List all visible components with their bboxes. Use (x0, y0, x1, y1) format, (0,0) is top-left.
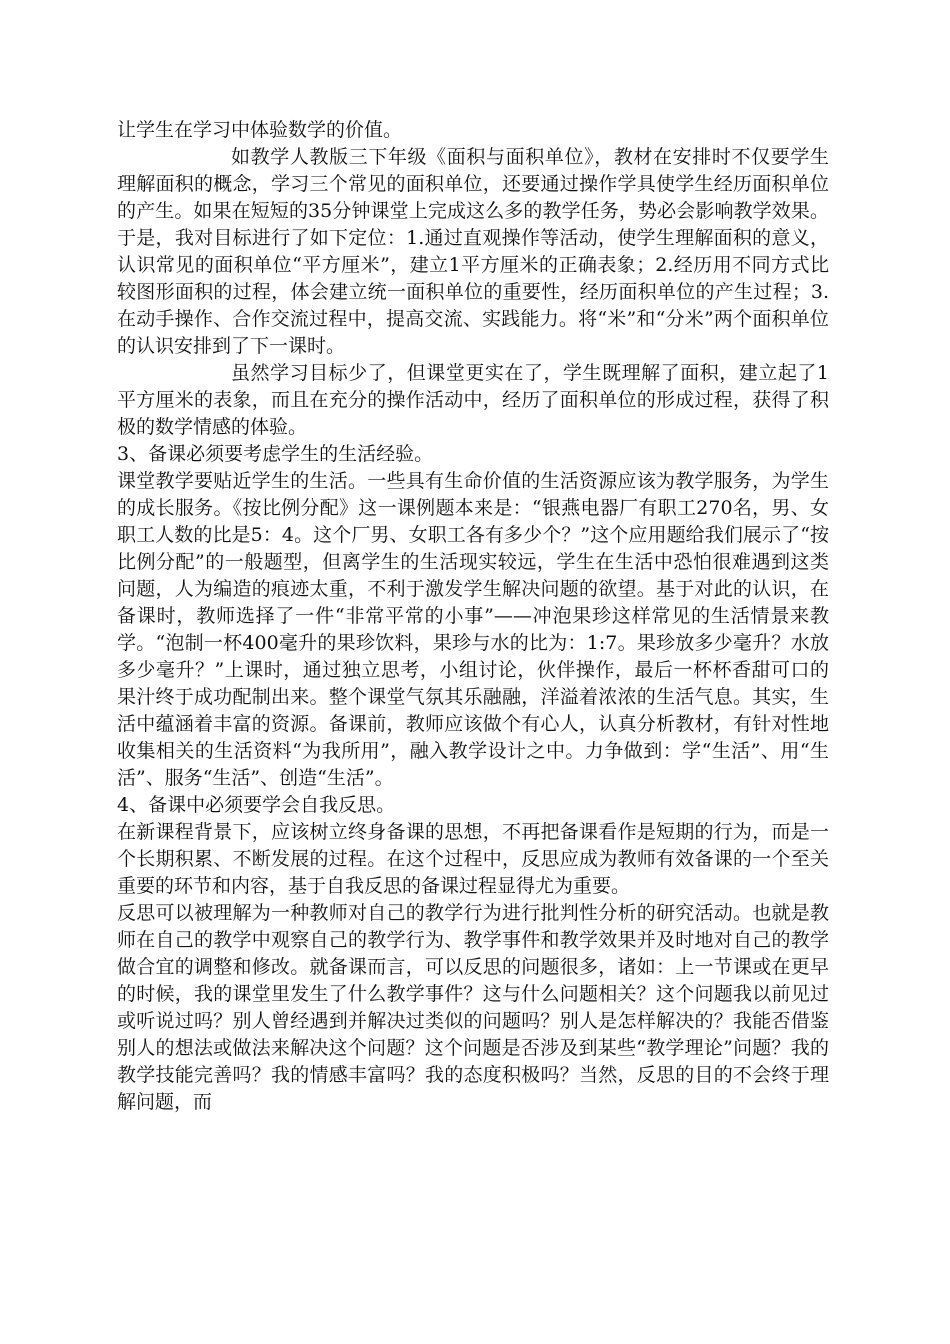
document-body (117, 117, 829, 1116)
paragraph-lifelong-preparation: 在新课程背景下，应该树立终身备课的思想，不再把备课看作是短期的行为，而是一个长期积累、不断发展的过程。在这个过程中，反思应成为教师有效备课的一个至关重要的环节和内容，基于自我反思的备课过程显得尤为重要。 (117, 821, 829, 897)
paragraph-life-experience: 课堂教学要贴近学生的生活。一些具有生命价值的生活资源应该为教学服务，为学生的成长服务。《按比例分配》这一课例题本来是：“银燕电器厂有职工270名，男、女职工人数的比是5：4。这个厂男、女职工各有多少个？”这个应用题给我们展示了“按比例分配”的一般题型，但离学生的生活现实较远，学生在生活中恐怕很难遇到这类问题，人为编造的痕迹太重，不利于激发学生解决问题的欲望。基于对此的认识，在备课时，教师选择了一件“非常平常的小事”——冲泡果珍这样常见的生活情景来教学。“泡制一杯400毫升的果珍饮料，果珍与水的比为：1:7。果珍放多少毫升？水放多少毫升？”上课时，通过独立思考，小组讨论，伙伴操作，最后一杯杯香甜可口的果汁终于成功配制出来。整个课堂气氛其乐融融，洋溢着浓浓的生活气息。其实，生活中蕴涵着丰富的资源。备课前，教师应该做个有心人，认真分析教材，有针对性地收集相关的生活资料“为我所用”，融入教学设计之中。力争做到：学“生活”、用“生活”、服务“生活”、创造“生活”。 (117, 470, 829, 789)
section-heading-3: 3、备课必须要考虑学生的生活经验。 (117, 443, 434, 465)
section-heading-4: 4、备课中必须要学会自我反思。 (117, 794, 396, 816)
paragraph-intro-line: 让学生在学习中体验数学的价值。 (117, 119, 403, 141)
paragraph-area-unit-example: 如教学人教版三下年级《面积与面积单位》，教材在安排时不仅要学生理解面积的概念，学习三个常见的面积单位，还要通过操作学具使学生经历面积单位的产生。如果在短短的35分钟课堂上完成这么多的教学任务，势必会影响教学效果。于是，我对目标进行了如下定位：1.通过直观操作等活动，使学生理解面积的意义，认识常见的面积单位“平方厘米”，建立1平方厘米的正确表象；2.经历用不同方式比较图形面积的过程，体会建立统一面积单位的重要性，经历面积单位的产生过程；3.在动手操作、合作交流过程中，提高交流、实践能力。将“米”和“分米”两个面积单位的认识安排到了下一课时。 (117, 146, 829, 357)
paragraph-reflection: 反思可以被理解为一种教师对自己的教学行为进行批判性分析的研究活动。也就是教师在自己的教学中观察自己的教学行为、教学事件和教学效果并及时地对自己的教学做合宜的调整和修改。就备课而言，可以反思的问题很多，诸如：上一节课或在更早的时候，我的课堂里发生了什么教学事件？这与什么问题相关？这个问题我以前见过或听说过吗？别人曾经遇到并解决过类似的问题吗？别人是怎样解决的？我能否借鉴别人的想法或做法来解决这个问题？这个问题是否涉及到某些“教学理论”问题？我的教学技能完善吗？我的情感丰富吗？我的态度积极吗？当然，反思的目的不会终于理解问题，而 (117, 902, 829, 1113)
paragraph-learning-outcome: 虽然学习目标少了，但课堂更实在了，学生既理解了面积，建立起了1平方厘米的表象，而且在充分的操作活动中，经历了面积单位的形成过程，获得了积极的数学情感的体验。 (117, 362, 829, 438)
